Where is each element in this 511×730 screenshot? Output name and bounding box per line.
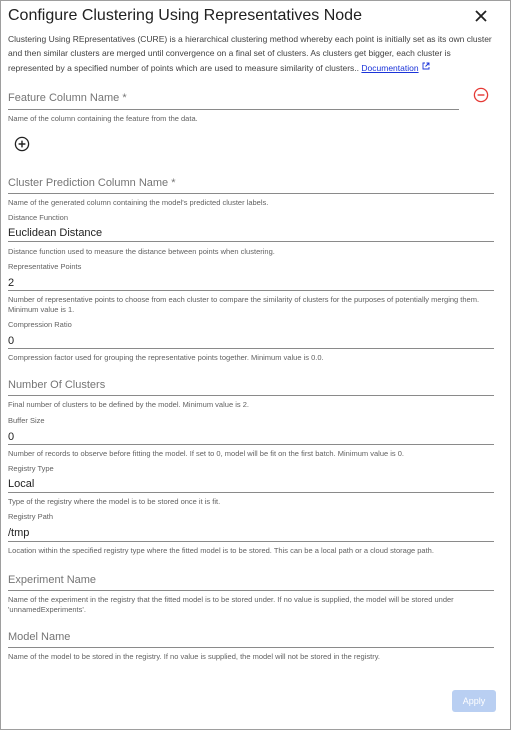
feature-column-underline (8, 109, 459, 110)
apply-button[interactable]: Apply (452, 690, 496, 712)
feature-column-help: Name of the column containing the feature from the data. (8, 114, 198, 123)
compression-ratio-help: Compression factor used for grouping the representative points together. Minimum value is 0.0. (8, 353, 324, 362)
representative-points-field[interactable] (8, 262, 494, 289)
close-icon[interactable] (471, 6, 491, 26)
description-text: Clustering Using REpresentatives (CURE) is a hierarchical clustering method whereby each point is initially set as its own cluster and then similar clusters are merged until convergence on a final set of clusters. As clusters get bigger, each cluster is represented by a specified number of points which are used to measure similarity of clusters.. (8, 34, 492, 73)
feature-column-field[interactable] (8, 92, 494, 104)
registry-type-help: Type of the registry where the model is to be stored once it is fit. (8, 497, 221, 506)
representative-points-input[interactable]: 2 (8, 277, 15, 289)
buffer-size-field[interactable] (8, 416, 494, 443)
registry-path-label: Registry Path (8, 512, 54, 521)
representative-points-label: Representative Points (8, 262, 82, 271)
remove-circle-icon[interactable] (473, 87, 489, 103)
registry-path-help: Location within the specified registry type where the fitted model is to be stored. This can be a local path or a cloud storage path. (8, 546, 434, 555)
representative-points-underline (8, 290, 494, 291)
representative-points-help: Number of representative points to choose from each cluster to compare the similarity of clusters for the purposes of potentially merging them. Minimum value is 1. (8, 295, 480, 314)
distance-function-select[interactable]: Euclidean Distance (8, 227, 103, 239)
compression-ratio-field[interactable] (8, 320, 494, 347)
documentation-link[interactable]: Documentation (361, 63, 419, 73)
add-circle-icon[interactable] (14, 136, 30, 152)
compression-ratio-underline (8, 348, 494, 349)
external-link-icon (422, 60, 430, 68)
registry-type-label: Registry Type (8, 464, 54, 473)
cluster-prediction-help: Name of the generated column containing the model's predicted cluster labels. (8, 198, 269, 207)
buffer-size-underline (8, 444, 494, 445)
cluster-prediction-underline (8, 193, 494, 194)
dialog-title: Configure Clustering Using Representatives Node (8, 7, 362, 24)
experiment-name-underline (8, 590, 494, 591)
distance-function-field[interactable] (8, 213, 494, 239)
compression-ratio-label: Compression Ratio (8, 320, 72, 329)
buffer-size-label: Buffer Size (8, 416, 45, 425)
number-of-clusters-field[interactable] (8, 379, 494, 391)
registry-path-field[interactable] (8, 512, 494, 539)
registry-type-field[interactable] (8, 464, 494, 490)
distance-function-underline (8, 241, 494, 242)
distance-function-help: Distance function used to measure the distance between points when clustering. (8, 247, 275, 256)
registry-type-select[interactable]: Local (8, 478, 35, 490)
model-name-help: Name of the model to be stored in the registry. If no value is supplied, the model will not be stored in the registry. (8, 652, 380, 661)
experiment-name-help: Name of the experiment in the registry that the fitted model is to be stored under. If no value is supplied, the model will be stored under 'unnamedExperiments'. (8, 595, 454, 614)
feature-column-input[interactable]: Feature Column Name * (8, 92, 127, 104)
registry-type-underline (8, 492, 494, 493)
registry-path-input[interactable]: /tmp (8, 527, 30, 539)
cluster-prediction-input[interactable]: Cluster Prediction Column Name * (8, 177, 176, 189)
registry-path-underline (8, 541, 494, 542)
number-of-clusters-help: Final number of clusters to be defined by the model. Minimum value is 2. (8, 400, 249, 409)
number-of-clusters-input[interactable]: Number Of Clusters (8, 379, 106, 391)
distance-function-label: Distance Function (8, 213, 69, 222)
number-of-clusters-underline (8, 395, 494, 396)
model-name-input[interactable]: Model Name (8, 631, 71, 643)
dialog-description (8, 32, 498, 75)
buffer-size-input[interactable]: 0 (8, 431, 15, 443)
experiment-name-input[interactable]: Experiment Name (8, 574, 97, 586)
compression-ratio-input[interactable]: 0 (8, 335, 15, 347)
cluster-prediction-field[interactable] (8, 177, 494, 189)
model-name-field[interactable] (8, 631, 494, 643)
buffer-size-help: Number of records to observe before fitting the model. If set to 0, model will be fit on the first batch. Minimum value is 0. (8, 449, 405, 458)
model-name-underline (8, 647, 494, 648)
experiment-name-field[interactable] (8, 574, 494, 586)
